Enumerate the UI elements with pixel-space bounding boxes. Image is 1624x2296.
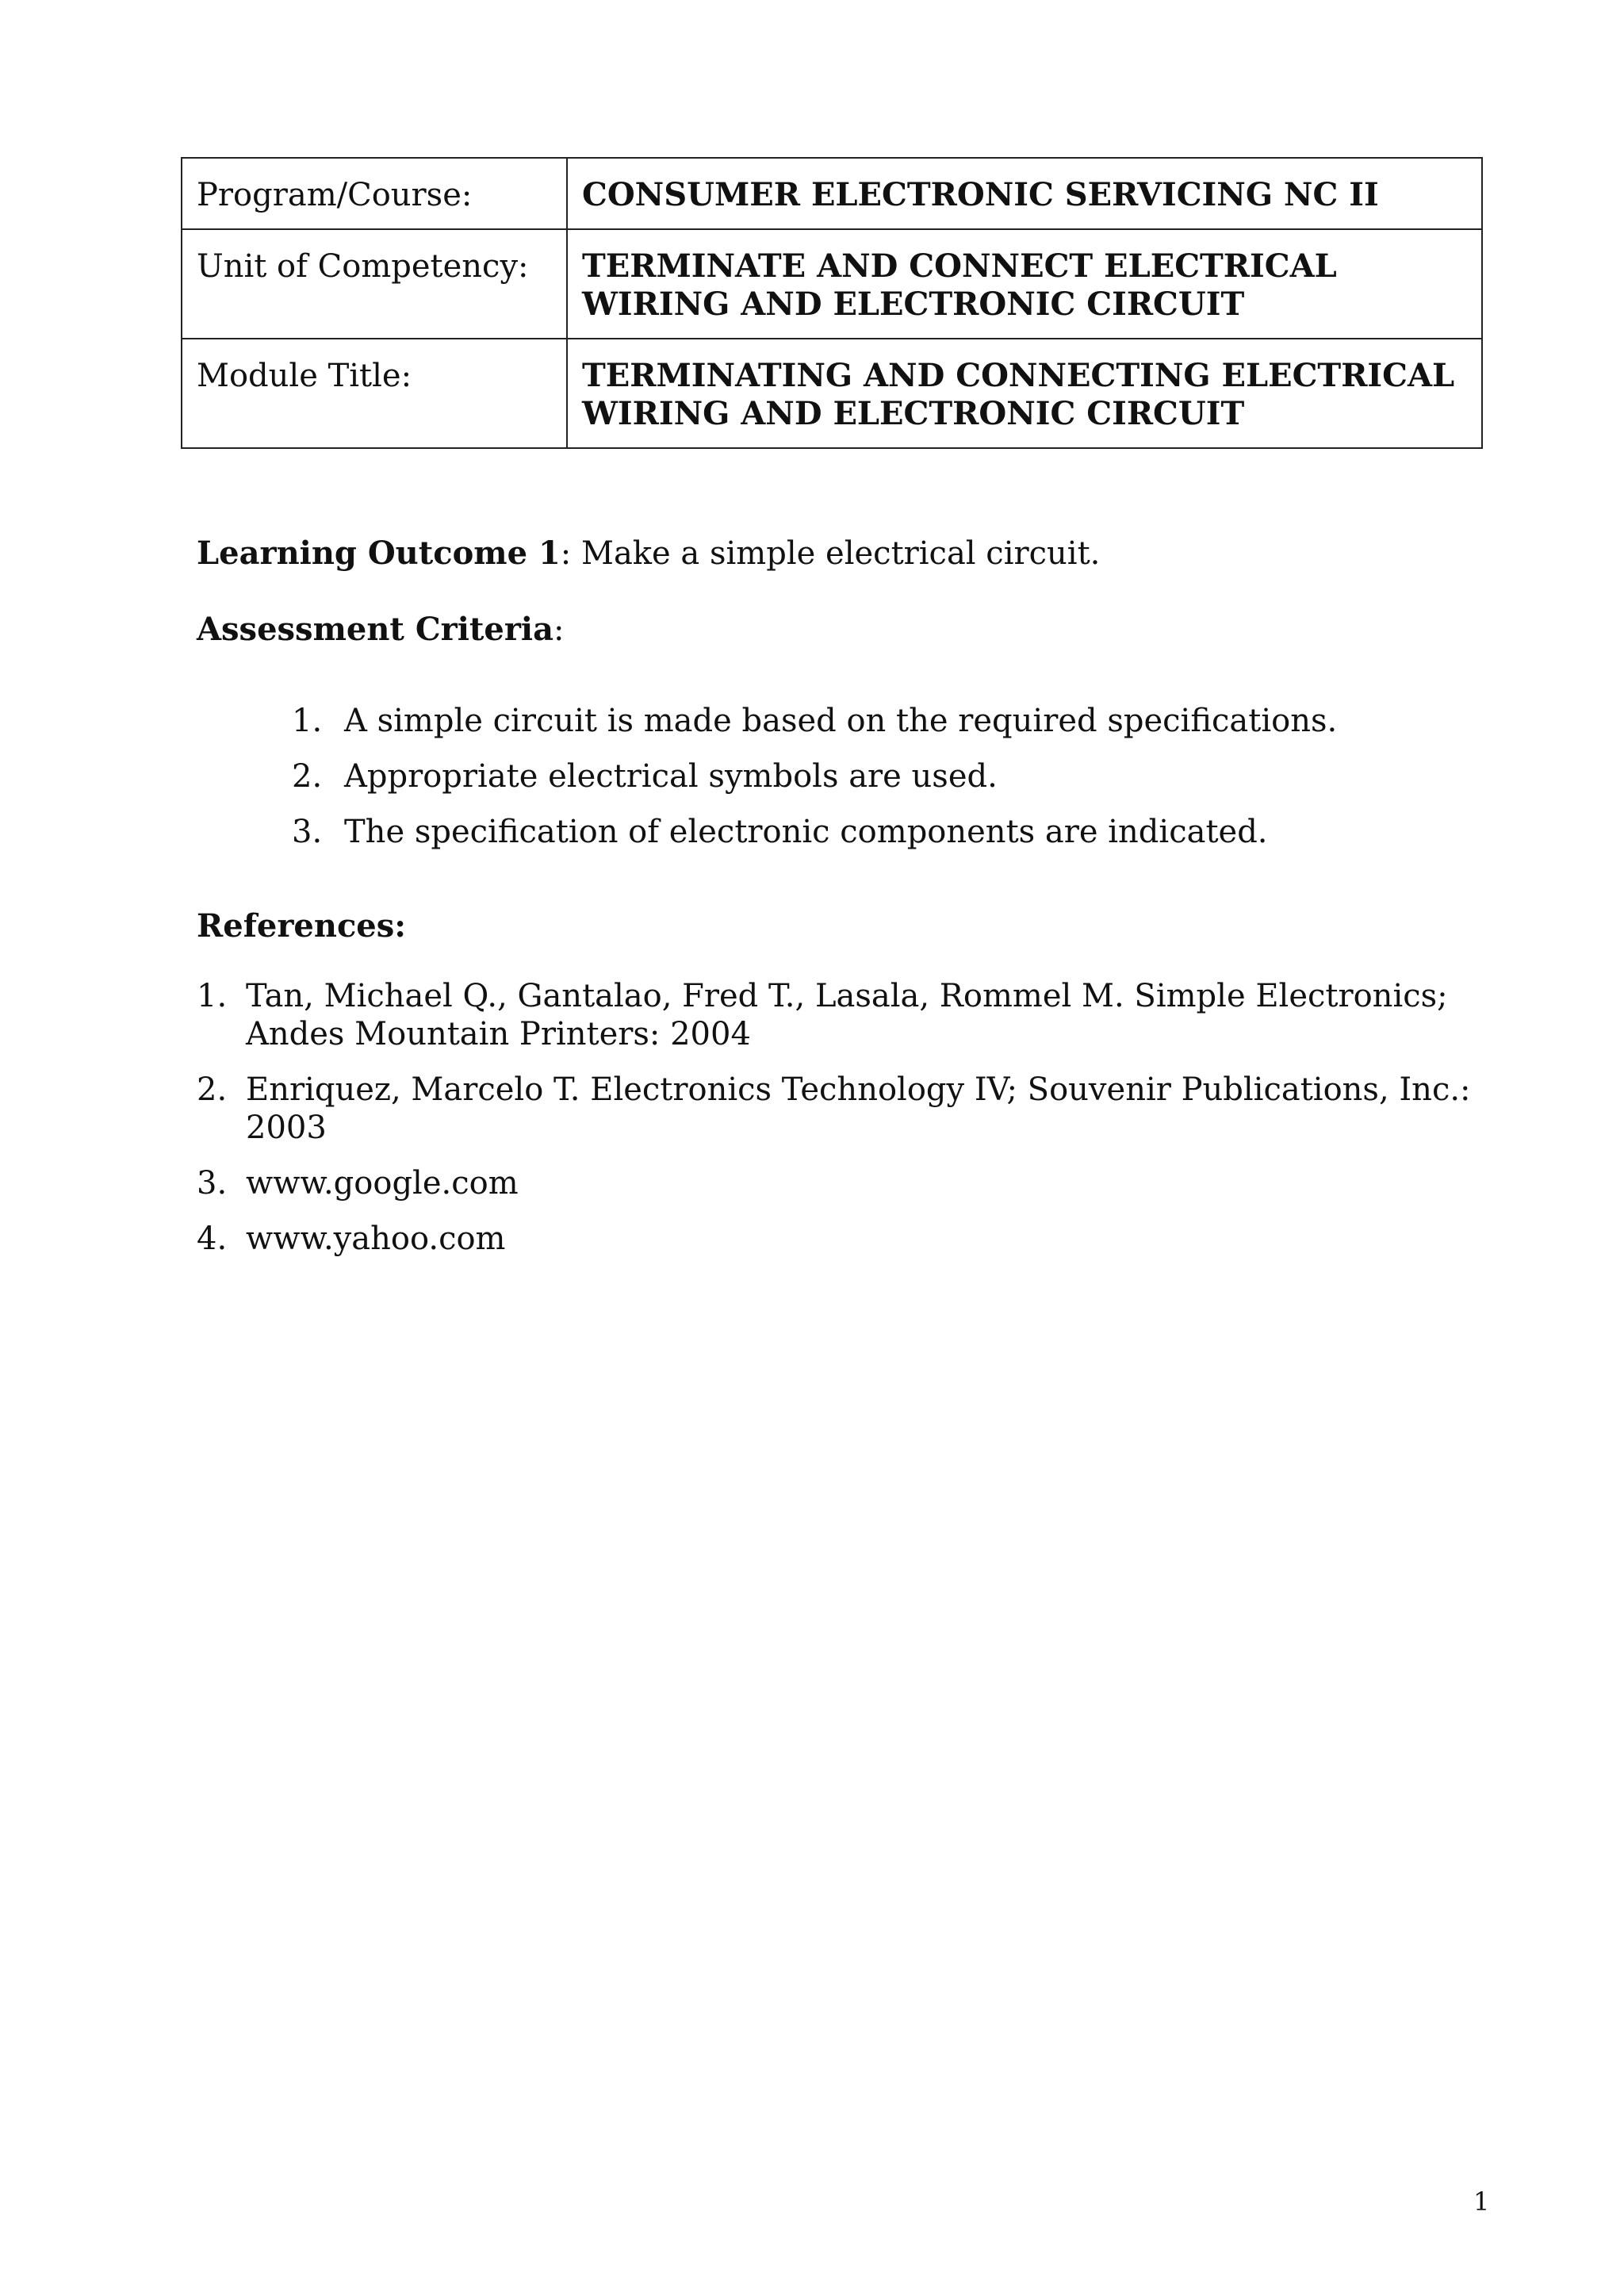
list-item-text: A simple circuit is made based on the required specifications. — [344, 703, 1338, 739]
list-item — [292, 698, 1337, 744]
list-item-number: 3. — [197, 1165, 228, 1202]
list-item-text: Tan, Michael Q., Gantalao, Fred T., Lasala, Rommel M. Simple Electronics; Andes Mountain Printers: 2004 — [246, 978, 1448, 1052]
list-item — [292, 753, 1337, 799]
table-row-program — [182, 158, 1482, 229]
table-row-unit — [182, 229, 1482, 339]
list-item — [197, 977, 1497, 1053]
table-row-module — [182, 339, 1482, 448]
list-item-text: Enriquez, Marcelo T. Electronics Technology IV; Souvenir Publications, Inc.: 2003 — [246, 1071, 1471, 1146]
assessment-criteria-list — [292, 698, 1337, 864]
assessment-criteria-heading — [197, 606, 565, 654]
list-item-number: 1. — [292, 703, 323, 739]
learning-outcome-separator: : — [560, 535, 572, 572]
references-list — [197, 977, 1497, 1275]
learning-outcome-label: Learning Outcome 1 — [197, 535, 561, 572]
list-item — [197, 1071, 1497, 1147]
learning-outcome — [197, 530, 1100, 577]
list-item-number: 2. — [197, 1071, 228, 1108]
list-item-number: 2. — [292, 758, 323, 795]
list-item — [197, 1220, 1497, 1258]
module-title-label: Module Title: — [182, 339, 567, 448]
list-item-text: www.yahoo.com — [246, 1221, 506, 1257]
unit-of-competency-value: TERMINATE AND CONNECT ELECTRICAL WIRING AND ELECTRONIC CIRCUIT — [567, 229, 1482, 339]
page-number: 1 — [1473, 2187, 1490, 2217]
learning-outcome-text: Make a simple electrical circuit. — [571, 535, 1101, 572]
assessment-criteria-separator: : — [553, 611, 565, 648]
references-heading: References: — [197, 907, 407, 945]
module-info-table — [181, 157, 1483, 449]
list-item-text: www.google.com — [246, 1165, 519, 1202]
list-item — [197, 1164, 1497, 1202]
program-course-value: CONSUMER ELECTRONIC SERVICING NC II — [567, 158, 1482, 229]
list-item-number: 1. — [197, 978, 228, 1014]
unit-of-competency-label: Unit of Competency: — [182, 229, 567, 339]
list-item-text: The specification of electronic components are indicated. — [344, 814, 1268, 850]
program-course-label: Program/Course: — [182, 158, 567, 229]
module-title-value: TERMINATING AND CONNECTING ELECTRICAL WIRING AND ELECTRONIC CIRCUIT — [567, 339, 1482, 448]
list-item-number: 4. — [197, 1221, 228, 1257]
list-item-number: 3. — [292, 814, 323, 850]
list-item — [292, 809, 1337, 855]
list-item-text: Appropriate electrical symbols are used. — [344, 758, 998, 795]
assessment-criteria-label: Assessment Criteria — [197, 611, 554, 648]
